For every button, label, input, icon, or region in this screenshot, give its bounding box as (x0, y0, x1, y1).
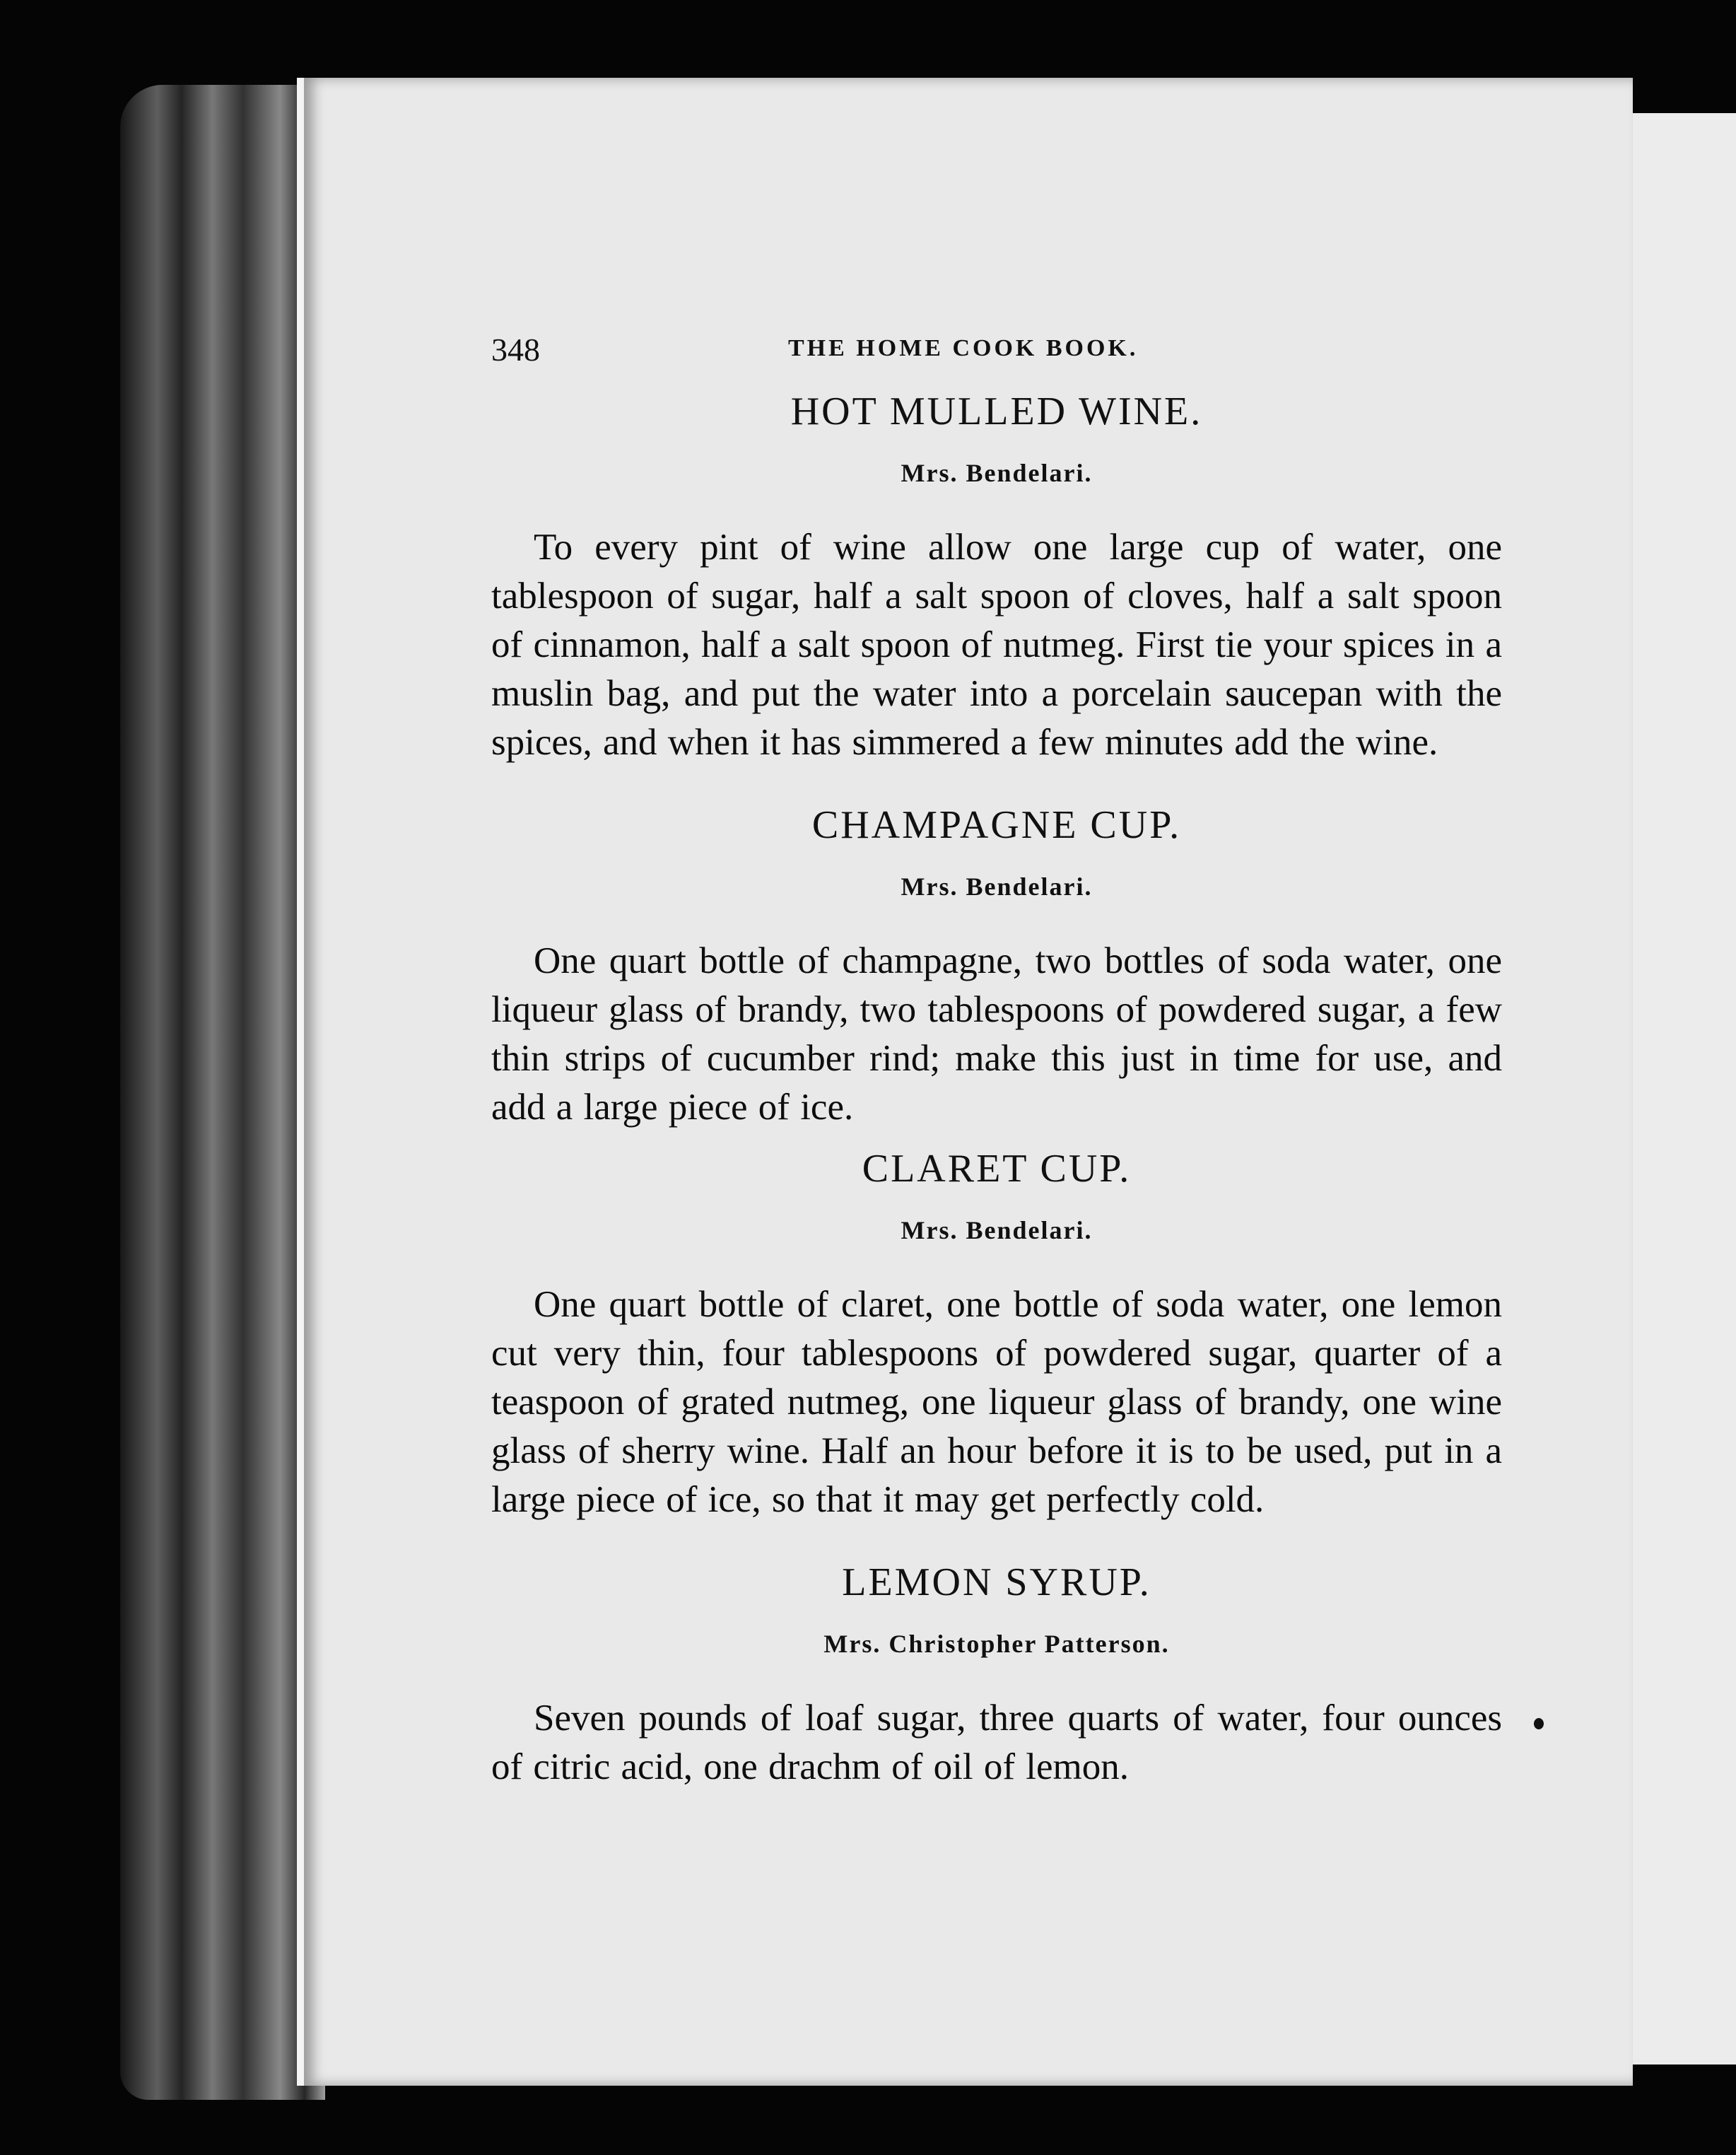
recipe-lemon-syrup (491, 1560, 1502, 1792)
recipe-author: Mrs. Christopher Patterson. (823, 1630, 1170, 1658)
recipe-hot-mulled-wine (491, 389, 1502, 767)
recipe-claret-cup (491, 1146, 1502, 1524)
recipe-title: HOT MULLED WINE. (790, 390, 1203, 433)
page-number: 348 (491, 332, 540, 368)
recipe-author: Mrs. Bendelari. (901, 1216, 1093, 1244)
recipe-champagne-cup (491, 802, 1502, 1132)
recipe-text: To every pint of wine allow one large cup of water, one tablespoon of sugar, half a salt spoon of cloves, half a salt spoon of cinnamon, half a salt spoon of nutmeg. First tie your spices in a muslin bag, and put the water into a porcelain saucepan with the spices, and when it has simmered a few minutes add the wine. (491, 527, 1502, 763)
recipe-text: One quart bottle of champagne, two bottles of soda water, one liqueur glass of brandy, two tablespoons of powdered sugar, a few thin strips of cucumber rind; make this just in time for use, and add a large piece of ice. (491, 940, 1502, 1128)
recipe-text: One quart bottle of claret, one bottle of soda water, one lemon cut very thin, four tablespoons of powdered sugar, quarter of a teaspoon of grated nutmeg, one liqueur glass of brandy, one wine glass of sherry wine. Half an hour before it is to be used, put in a large piece of ice, so that it may get perfectly cold. (491, 1284, 1502, 1520)
recipe-text: Seven pounds of loaf sugar, three quarts of water, four ounces of citric acid, one drachm of oil of lemon. (491, 1698, 1502, 1787)
page-header (491, 325, 1516, 389)
book-page-edges (120, 85, 325, 2100)
book-page (297, 78, 1633, 2086)
facing-page-edge (1626, 113, 1736, 2065)
ink-spot (1534, 1718, 1544, 1729)
page-content (491, 389, 1502, 1827)
recipe-title: LEMON SYRUP. (842, 1560, 1151, 1604)
running-head: THE HOME COOK BOOK. (788, 335, 1139, 361)
recipe-author: Mrs. Bendelari. (901, 872, 1093, 901)
recipe-title: CLARET CUP. (862, 1147, 1132, 1191)
recipe-author: Mrs. Bendelari. (901, 459, 1093, 487)
recipe-title: CHAMPAGNE CUP. (811, 803, 1182, 847)
